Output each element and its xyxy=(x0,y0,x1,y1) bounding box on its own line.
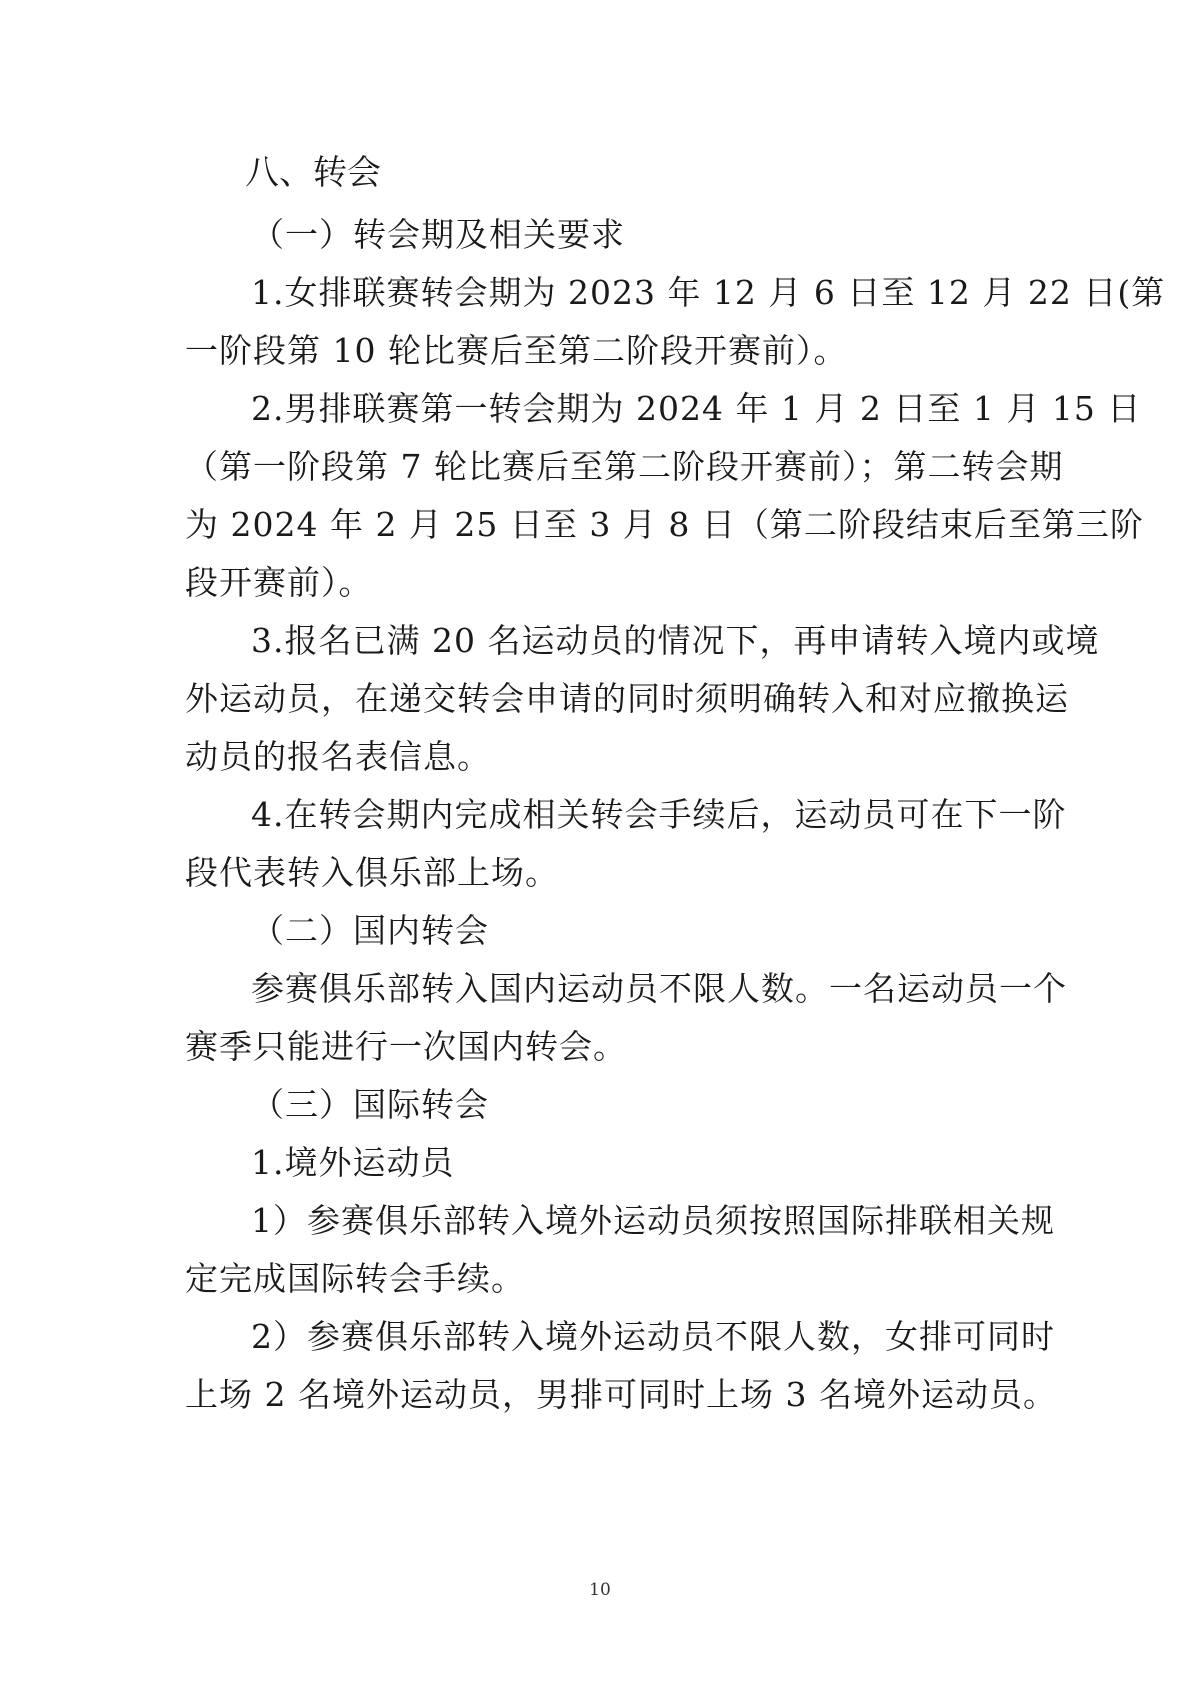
paragraph-line: 动员的报名表信息。 xyxy=(185,737,491,776)
paragraph-line: 2.男排联赛第一转会期为 2024 年 1 月 2 日至 1 月 15 日 xyxy=(251,389,1142,428)
paragraph-line: 段开赛前）。 xyxy=(185,563,373,602)
item-title-foreign-athletes: 1.境外运动员 xyxy=(251,1143,455,1182)
paragraph-line: 为 2024 年 2 月 25 日至 3 月 8 日（第二阶段结束后至第三阶 xyxy=(185,505,1144,544)
paragraph-line: 段代表转入俱乐部上场。 xyxy=(185,853,559,892)
paragraph-line: 参赛俱乐部转入国内运动员不限人数。一名运动员一个 xyxy=(251,969,1067,1008)
paragraph-line: 上场 2 名境外运动员，男排可同时上场 3 名境外运动员。 xyxy=(185,1375,1057,1414)
subsection-title-domestic-transfer: （二）国内转会 xyxy=(251,911,489,950)
subsection-title-transfer-period: （一）转会期及相关要求 xyxy=(251,215,625,254)
paragraph-line: 一阶段第 10 轮比赛后至第二阶段开赛前）。 xyxy=(185,331,848,370)
document-body xyxy=(185,144,1166,1424)
paragraph-line: 赛季只能进行一次国内转会。 xyxy=(185,1027,627,1066)
paragraph-line: （第一阶段第 7 轮比赛后至第二阶段开赛前）；第二转会期 xyxy=(185,447,1064,486)
page-number: 10 xyxy=(589,1580,611,1600)
paragraph-line: 定完成国际转会手续。 xyxy=(185,1259,525,1298)
section-heading: 八、转会 xyxy=(245,153,381,193)
paragraph-line: 1.女排联赛转会期为 2023 年 12 月 6 日至 12 月 22 日(第 xyxy=(251,273,1166,312)
paragraph-line: 1）参赛俱乐部转入境外运动员须按照国际排联相关规 xyxy=(251,1201,1055,1240)
paragraph-line: 3.报名已满 20 名运动员的情况下，再申请转入境内或境 xyxy=(251,621,1100,660)
paragraph-line: 2）参赛俱乐部转入境外运动员不限人数，女排可同时 xyxy=(251,1317,1055,1356)
paragraph-line: 外运动员，在递交转会申请的同时须明确转入和对应撤换运 xyxy=(185,679,1069,718)
paragraph-line: 4.在转会期内完成相关转会手续后，运动员可在下一阶 xyxy=(251,795,1067,834)
subsection-title-international-transfer: （三）国际转会 xyxy=(251,1085,489,1124)
